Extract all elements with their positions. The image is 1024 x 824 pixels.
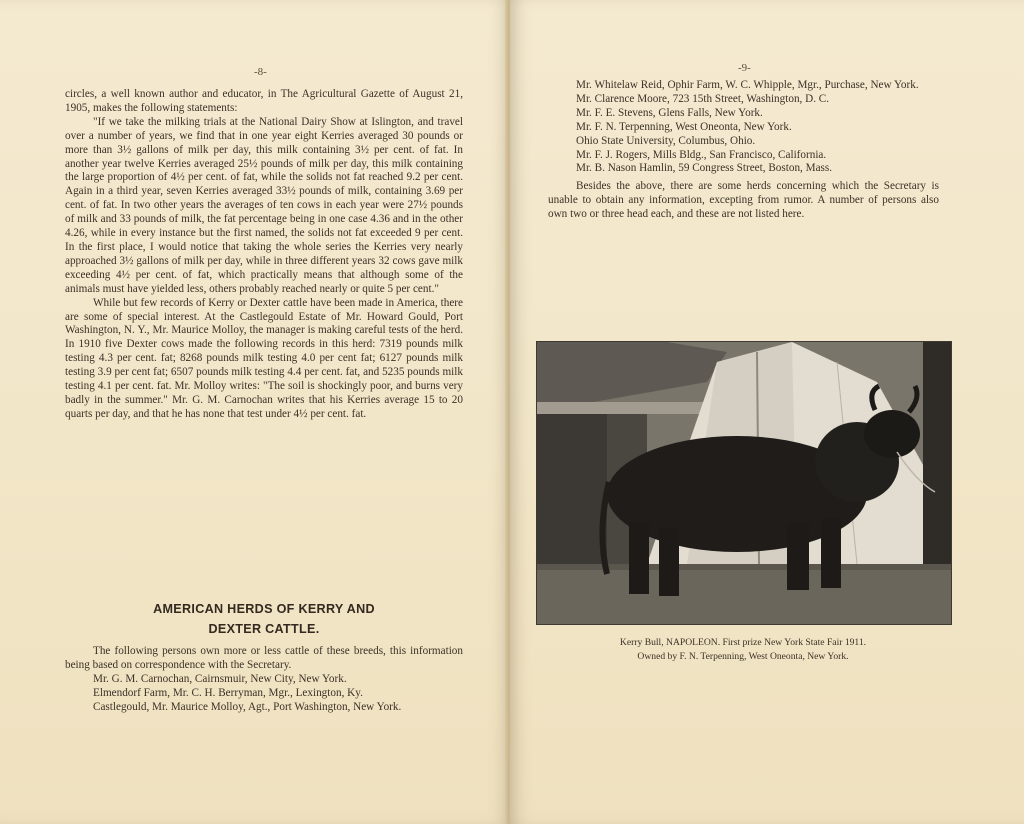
section-heading-line-2: DEXTER CATTLE. [208,622,320,636]
left-page [0,0,508,824]
left-page-number: -8- [254,66,267,78]
closing-paragraph: Besides the above, there are some herds concerning which the Secretary is unable to obtain any information, excepting from rumor. A number of persons also own two or three head each, and these are not listed here. [548,180,939,221]
owner-entry: Mr. B. Nason Hamlin, 59 Congress Street, Boston, Mass. [576,162,833,175]
owner-entry: Mr. G. M. Carnochan, Cairnsmuir, New City, New York. [93,672,347,685]
owner-entry: Castlegould, Mr. Maurice Molloy, Agt., Port Washington, New York. [93,700,402,713]
owners-intro: The following persons own more or less cattle of these breeds, this information being based on correspondence with the Secretary. [65,645,463,671]
owner-entry: Mr. F. J. Rogers, Mills Bldg., San Francisco, California. [576,148,827,161]
right-page-number: -9- [738,62,751,74]
owner-entry: Mr. Clarence Moore, 723 15th Street, Washington, D. C. [576,92,830,105]
paragraph-american-records: While but few records of Kerry or Dexter cattle have been made in America, there are some of special interest. At the Castlegould Estate of Mr. Howard Gould, Port Washington, N. Y., Mr. Maurice Molloy, the manager is making careful tests of the herd. In 1910 five Dexter cows made the following records in this herd: 7319 pounds milk testing 4.3 per cent. fat; 8268 pounds milk testing 4.0 per cent fat; 6127 pounds milk testing 3.9 per cent fat; 6507 pounds milk testing 4.4 per cent. fat, and 5235 pounds milk testing 4.1 per cent. fat. Mr. Molloy writes: "The soil is shockingly poor, and burns very badly in the summer." Mr. G. M. Carnochan writes that his Kerries average 15 to 20 quarts per day, and that he has none that test under 4½ per cent. fat. [65,296,463,420]
right-owner-list [548,79,939,222]
left-body-text [65,88,463,422]
caption-line-1: Kerry Bull, NAPOLEON. First prize New York State Fair 1911. [619,637,867,648]
owner-entry: Mr. F. E. Stevens, Glens Falls, New York. [576,106,763,119]
photo-caption [540,636,946,664]
section-heading [65,599,463,639]
owner-entry: Elmendorf Farm, Mr. C. H. Berryman, Mgr., Lexington, Ky. [93,686,363,699]
left-owner-list [65,645,463,715]
bull-photo-image [537,342,951,624]
paragraph-intro: circles, a well known author and educator, in The Agricultural Gazette of August 21, 1905, makes the following statements: [65,88,463,114]
section-heading-line-1: AMERICAN HERDS OF KERRY AND [153,602,375,616]
owner-entry: Mr. Whitelaw Reid, Ophir Farm, W. C. Whipple, Mgr., Purchase, New York. [576,79,919,91]
caption-line-2: Owned by F. N. Terpenning, West Oneonta, New York. [637,651,849,662]
paragraph-quote: "If we take the milking trials at the National Dairy Show at Islington, and travel over a number of years, we find that in one year eight Kerries averaged 30 pounds or more than 3½ gallons of milk per day, this milk containing 3½ per cent. of fat. In another year twelve Kerries averaged 25½ pounds of milk per day, this milk containing the large proportion of 4½ per cent. of fat, while the solids not fat reached 9.2 per cent. Again in a third year, seven Kerries averaged 33½ pounds of milk, containing 3.69 per cent. of fat. In two other years the averages of ten cows in each year were 27½ pounds of milk and 33 pounds of milk, the fat percentage being in one case 4.36 and in the other 4.26, while in every instance but the first named, the solids not fat exceeded 9 per cent. In the first place, I would notice that taking the whole series the Kerries very nearly approached 3½ gallons of milk per day, while in three different years 32 cows gave milk exceeding 4½ per cent. of fat, which practically means that although some of the animals must have yielded less, others probably reached nearly or quite 5 per cent." [65,115,463,295]
owner-entry: Ohio State University, Columbus, Ohio. [576,134,756,147]
owner-entry: Mr. F. N. Terpenning, West Oneonta, New York. [576,120,792,133]
bull-photograph [536,341,952,625]
